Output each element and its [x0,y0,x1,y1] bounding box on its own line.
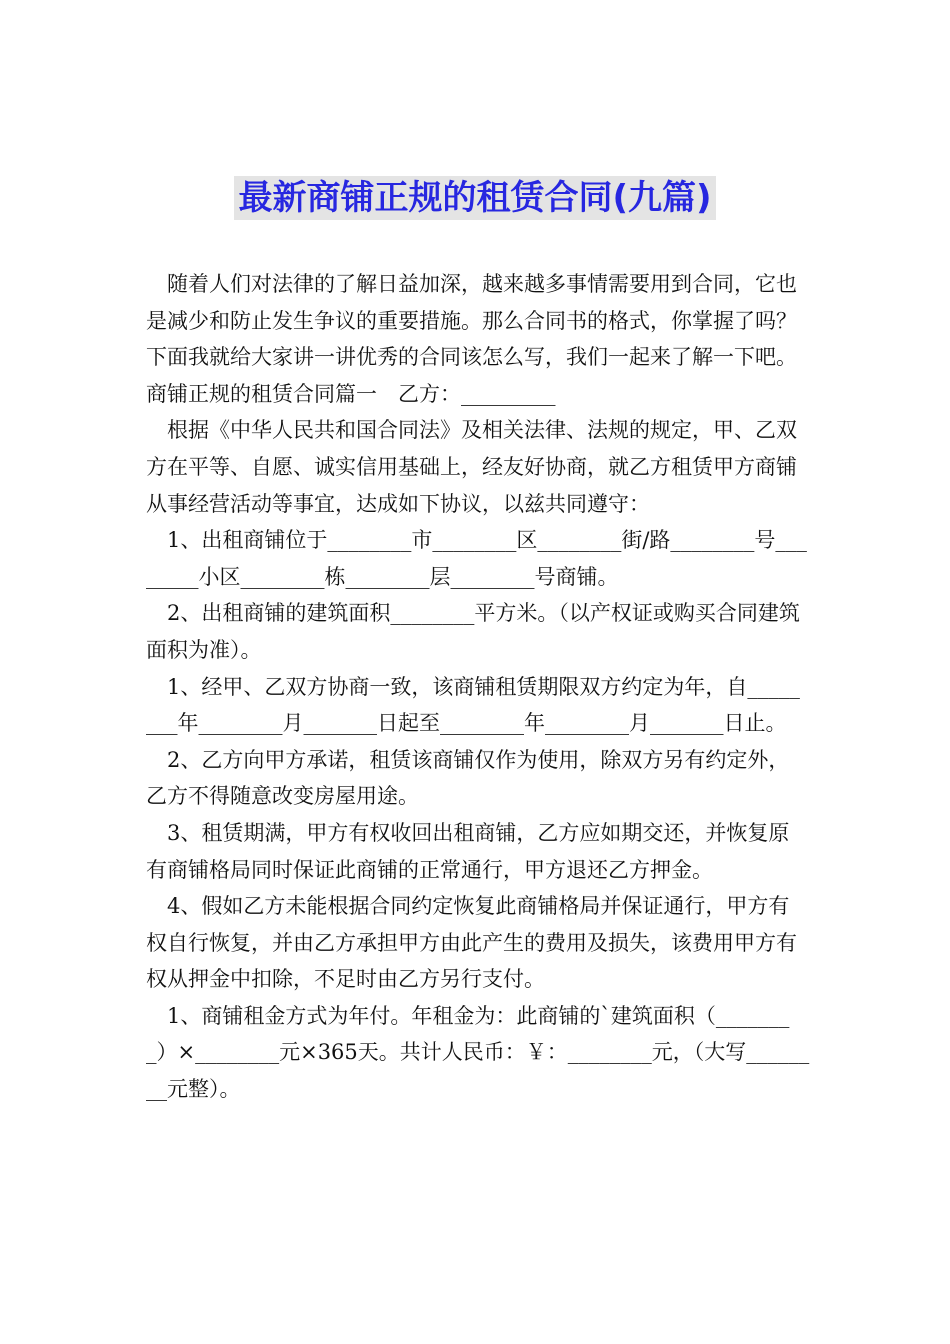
clause-rent: 1、商铺租金方式为年付。年租金为：此商铺的`建筑面积（________）×________元×365天。共计人民币：￥：________元，（大写________元整）。 [146,1003,810,1102]
document-body [146,266,810,1108]
clause-usage: 2、乙方向甲方承诺，租赁该商铺仅作为使用，除双方另有约定外，乙方不得随意改变房屋用途。 [146,747,790,809]
clause-term: 1、经甲、乙双方协商一致，该商铺租赁期限双方约定为年，自________年________月_______日起至________年________月_______日止。 [146,674,800,736]
intro-paragraph: 随着人们对法律的了解日益加深，越来越多事情需要用到合同，它也是减少和防止发生争议的重要措施。那么合同书的格式，你掌握了吗？下面我就给大家讲一讲优秀的合同该怎么写，我们一起来了解一下吧。 [146,272,797,370]
document-title: 最新商铺正规的租赁合同(九篇) [234,176,715,220]
clause-restoration: 4、假如乙方未能根据合同约定恢复此商铺格局并保证通行，甲方有权自行恢复，并由乙方承担甲方由此产生的费用及损失，该费用甲方有权从押金中扣除，不足时由乙方另行支付。 [146,894,797,992]
clause-expiry: 3、租赁期满，甲方有权收回出租商铺，乙方应如期交还，并恢复原有商铺格局同时保证此商铺的正常通行，甲方退还乙方押金。 [146,820,790,882]
clause-location: 1、出租商铺位于________市________区________街/路________号________小区________栋________层________号商铺。 [146,528,807,589]
document-title-block [0,176,950,220]
preamble-paragraph: 根据《中华人民共和国合同法》及相关法律、法规的规定，甲、乙双方在平等、自愿、诚实信用基础上，经友好协商，就乙方租赁甲方商铺从事经营活动等事宜，达成如下协议，以兹共同遵守： [146,418,797,516]
clause-area: 2、出租商铺的建筑面积________平方米。（以产权证或购买合同建筑面积为准）。 [146,601,800,662]
section-heading: 商铺正规的租赁合同篇一 乙方：_________ [146,381,556,406]
